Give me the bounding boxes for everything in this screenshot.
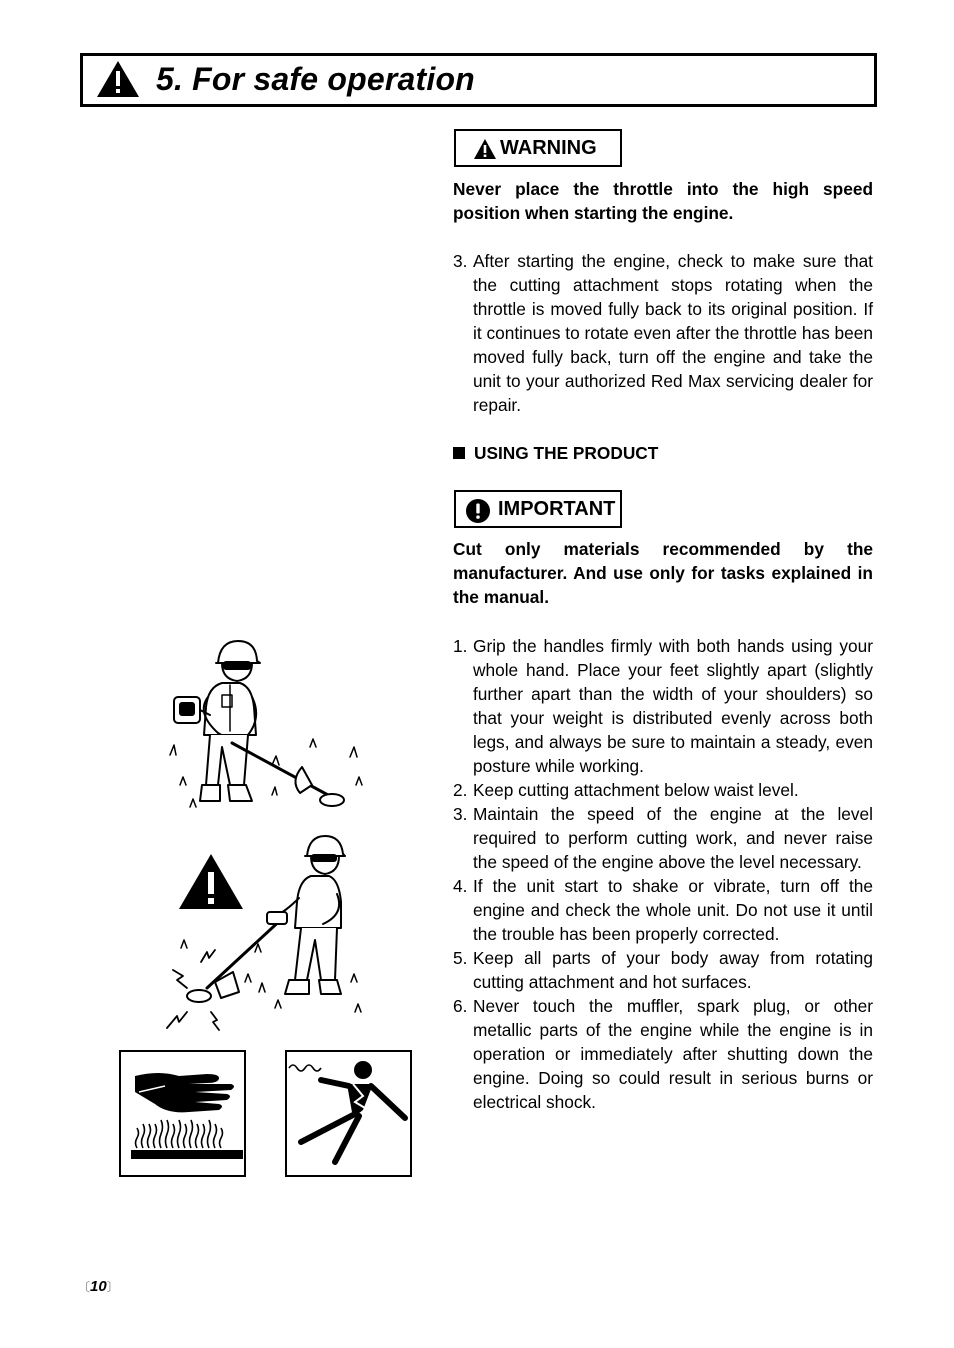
section-heading xyxy=(453,441,658,465)
list-item-text: Keep all parts of your body away from rotating cutting attachment and hot surfaces. xyxy=(473,948,873,992)
hot-surface-icon xyxy=(119,1050,246,1177)
section-heading-text: USING THE PRODUCT xyxy=(474,443,659,463)
trimmer-hazard-illustration xyxy=(155,832,370,1032)
list-item-number: 5. xyxy=(453,948,468,968)
list-item-number: 3. xyxy=(453,251,468,271)
list-item-text: After starting the engine, check to make sure that the cutting attachment stops rotating when the throttle is moved fully back to its original position. If it continues to rotate even after the throttle has been moved fully back, turn off the engine and take the unit to your authorized Red Max servicing dealer for repair. xyxy=(473,251,873,415)
square-bullet-icon xyxy=(453,447,465,459)
warning-triangle-icon xyxy=(474,139,496,159)
list-item xyxy=(453,634,873,778)
list-item-text: Maintain the speed of the engine at the level required to perform cutting work, and never raise the speed of the engine above the level necessary. xyxy=(473,804,873,872)
page-number-bracket-left: 〔 xyxy=(78,1280,91,1294)
list-item xyxy=(453,249,873,417)
important-label-text: IMPORTANT xyxy=(498,497,616,520)
list-item-text: Keep cutting attachment below waist level. xyxy=(473,780,799,800)
page-number-value: 10 xyxy=(90,1278,107,1295)
warning-label-text: WARNING xyxy=(500,136,597,159)
list-item-number: 2. xyxy=(453,780,468,800)
list-item-number: 6. xyxy=(453,996,468,1016)
warning-label xyxy=(454,129,622,167)
list-item xyxy=(453,778,873,802)
page-title: 5. For safe operation xyxy=(156,61,475,97)
list-item xyxy=(453,994,873,1114)
warning-text: Never place the throttle into the high speed position when starting the engine. xyxy=(453,179,873,223)
list-item-number: 4. xyxy=(453,876,468,896)
list-item xyxy=(453,946,873,994)
worker-trimming-illustration xyxy=(160,635,370,815)
usage-steps-list xyxy=(453,634,873,1114)
list-item-number: 3. xyxy=(453,804,468,824)
list-item-text: If the unit start to shake or vibrate, turn off the engine and check the whole unit. Do not use it until the trouble has been properly corrected. xyxy=(473,876,873,944)
exclamation-circle-icon xyxy=(466,499,490,523)
important-text: Cut only materials recommended by the manufacturer. And use only for tasks explained in the manual. xyxy=(453,539,873,607)
page-number-bracket-right: 〕 xyxy=(106,1280,119,1294)
list-item-text: Never touch the muffler, spark plug, or other metallic parts of the engine while the engine is in operation or immediately after shutting down the engine. Doing so could result in serious burns or electrical shock. xyxy=(473,996,873,1112)
electric-shock-icon xyxy=(285,1050,412,1177)
list-item-number: 1. xyxy=(453,636,468,656)
important-label xyxy=(454,490,622,528)
list-item xyxy=(453,874,873,946)
warning-triangle-icon xyxy=(96,60,140,98)
page-number xyxy=(78,1278,119,1295)
list-item-text: Grip the handles firmly with both hands using your whole hand. Place your feet slightly apart (slightly further apart than the width of your shoulders) so that your weight is distributed evenly across both legs, and always be sure to maintain a steady, even posture while working. xyxy=(473,636,873,776)
list-item xyxy=(453,802,873,874)
